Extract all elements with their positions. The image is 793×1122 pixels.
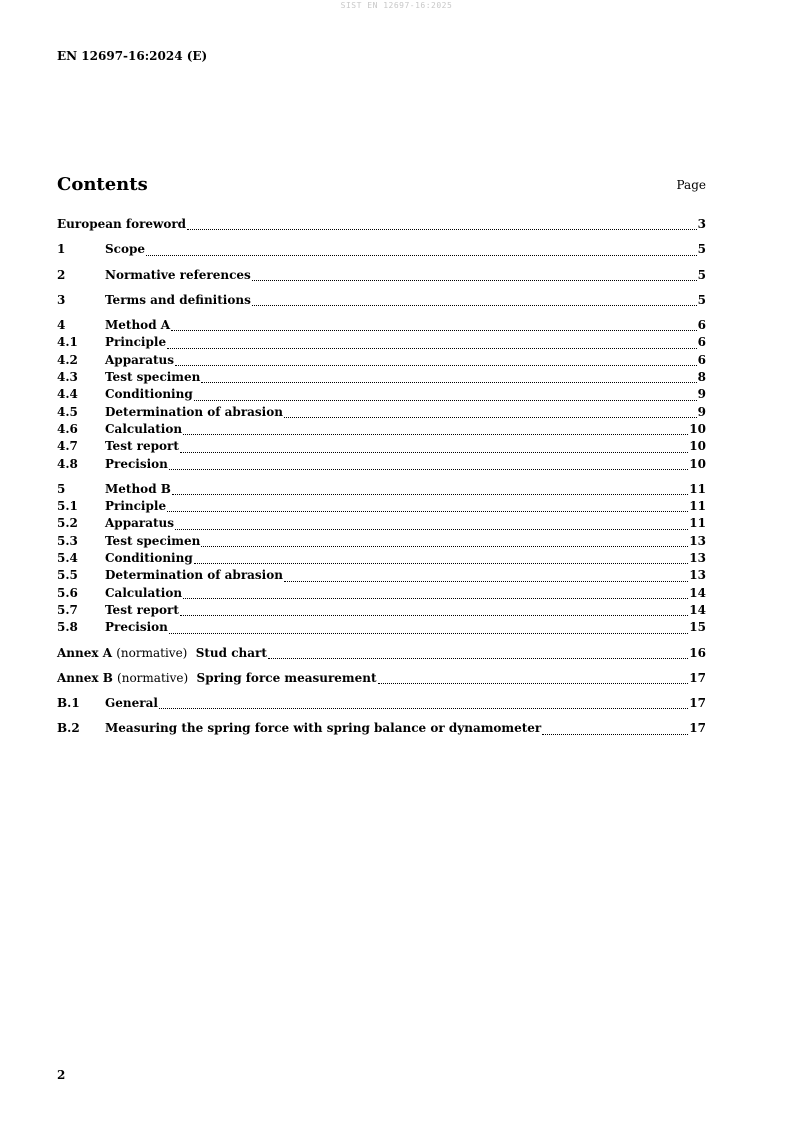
toc-entry-number: 3 — [57, 292, 66, 307]
toc-entry-number: 4.5 — [57, 404, 78, 419]
toc-entry-title: Method B — [105, 481, 171, 496]
annex-title: Stud chart — [187, 645, 267, 660]
toc-entry-title: Test specimen — [105, 533, 201, 548]
toc-entry[interactable] — [57, 645, 706, 662]
toc-entry-number: 5.3 — [57, 533, 78, 548]
document-id: EN 12697-16:2024 (E) — [57, 49, 208, 63]
toc-entry[interactable] — [57, 670, 706, 687]
toc-leader-dots — [268, 658, 688, 659]
toc-entry[interactable] — [57, 481, 706, 498]
toc-entry-title: Calculation — [105, 585, 183, 600]
toc-entry-title — [57, 645, 267, 662]
toc-entry-number: 4.6 — [57, 421, 78, 436]
toc-entry-title — [57, 670, 377, 687]
toc-entry-number: 4.3 — [57, 370, 78, 385]
toc-leader-dots — [183, 434, 688, 435]
watermark: SIST EN 12697-16:2025 — [340, 1, 453, 10]
toc-entry-page: 10 — [689, 439, 706, 454]
toc-entry-number: 5.8 — [57, 620, 78, 635]
page-number: 2 — [57, 1068, 66, 1082]
toc-entry-page: 11 — [689, 516, 706, 531]
toc-entry-title: Calculation — [105, 421, 183, 436]
toc-entry-number: 4.4 — [57, 387, 78, 402]
toc-leader-dots — [183, 598, 688, 599]
toc-entry[interactable] — [57, 533, 706, 550]
toc-entry-title: Method A — [105, 318, 171, 333]
toc-entry-number: 5.5 — [57, 568, 78, 583]
toc-entry[interactable] — [57, 456, 706, 473]
toc-entry[interactable] — [57, 720, 706, 737]
toc-leader-dots — [146, 255, 697, 256]
toc-entry-number: 4.8 — [57, 456, 78, 471]
annex-type: (normative) — [117, 670, 189, 685]
toc-entry-page: 13 — [689, 568, 706, 583]
toc-entry-number: 5 — [57, 481, 66, 496]
toc-leader-dots — [378, 683, 689, 684]
toc-entry[interactable] — [57, 317, 706, 334]
toc-entry-page: 11 — [689, 481, 706, 496]
toc-entry-number: 5.2 — [57, 516, 78, 531]
annex-label: Annex A — [57, 645, 117, 660]
toc-entry-title: Scope — [105, 242, 146, 257]
annex-label: Annex B — [57, 670, 118, 685]
toc-entry[interactable] — [57, 438, 706, 455]
toc-entry-title: Conditioning — [105, 551, 193, 566]
toc-leader-dots — [167, 511, 688, 512]
toc-entry-number: 4 — [57, 318, 66, 333]
toc-entry-page: 16 — [689, 645, 706, 660]
toc-entry-title: European foreword — [57, 217, 187, 231]
toc-leader-dots — [284, 581, 688, 582]
toc-entry-title: General — [105, 696, 158, 711]
toc-leader-dots — [201, 382, 696, 383]
toc-entry[interactable] — [57, 267, 706, 284]
toc-entry-number: B.2 — [57, 721, 80, 736]
toc-entry-number: 5.7 — [57, 602, 78, 617]
toc-entry[interactable] — [57, 695, 706, 712]
toc-entry[interactable] — [57, 386, 706, 403]
toc-entry-title: Test specimen — [105, 370, 201, 385]
toc-entry-page: 17 — [689, 670, 706, 685]
toc-leader-dots — [194, 563, 689, 564]
toc-entry-title: Determination of abrasion — [105, 404, 283, 419]
page-column-label: Page — [676, 178, 706, 192]
toc-entry-title: Apparatus — [105, 352, 174, 367]
toc-entry-page: 8 — [697, 370, 706, 385]
annex-type: (normative) — [116, 645, 188, 660]
toc-entry-title: Precision — [105, 456, 168, 471]
toc-entry-number: 5.6 — [57, 585, 78, 600]
toc-entry-number: B.1 — [57, 696, 80, 711]
toc-entry-page: 9 — [697, 387, 706, 402]
toc-entry-title: Principle — [105, 499, 167, 514]
toc-entry-page: 6 — [697, 352, 706, 367]
toc-entry-title: Conditioning — [105, 387, 193, 402]
toc-entry-page: 11 — [689, 499, 706, 514]
toc-entry-page: 14 — [689, 602, 706, 617]
toc-entry-page: 10 — [689, 421, 706, 436]
toc-entry-page: 14 — [689, 585, 706, 600]
toc-leader-dots — [175, 529, 688, 530]
toc-entry-page: 5 — [697, 242, 706, 257]
toc-entry[interactable] — [57, 216, 706, 233]
annex-title: Spring force measurement — [188, 670, 377, 685]
toc-entry-title: Test report — [105, 602, 179, 617]
toc-entry-title: Precision — [105, 620, 168, 635]
toc-leader-dots — [175, 365, 697, 366]
toc-entry-page: 6 — [697, 335, 706, 350]
toc-entry-number: 4.2 — [57, 352, 78, 367]
toc-entry-number: 4.1 — [57, 335, 78, 350]
toc-entry-title: Terms and definitions — [105, 292, 251, 307]
toc-entry[interactable] — [57, 550, 706, 567]
toc-leader-dots — [252, 305, 697, 306]
toc-entry[interactable] — [57, 241, 706, 258]
table-of-contents — [57, 216, 706, 738]
toc-leader-dots — [172, 494, 688, 495]
toc-leader-dots — [171, 330, 697, 331]
toc-leader-dots — [180, 615, 688, 616]
toc-entry[interactable] — [57, 292, 706, 309]
toc-entry[interactable] — [57, 567, 706, 584]
toc-entry-page: 13 — [689, 551, 706, 566]
toc-entry-page: 5 — [697, 292, 706, 307]
toc-leader-dots — [180, 452, 688, 453]
toc-leader-dots — [542, 734, 688, 735]
toc-entry[interactable] — [57, 404, 706, 421]
toc-entry-page: 13 — [689, 533, 706, 548]
toc-entry[interactable] — [57, 352, 706, 369]
toc-leader-dots — [169, 469, 688, 470]
toc-leader-dots — [159, 708, 688, 709]
toc-entry[interactable] — [57, 585, 706, 602]
toc-entry[interactable] — [57, 369, 706, 386]
toc-entry-page: 5 — [697, 267, 706, 282]
toc-entry-title: Determination of abrasion — [105, 568, 283, 583]
toc-entry-number: 5.4 — [57, 551, 78, 566]
toc-entry-title: Measuring the spring force with spring balance or dynamometer — [105, 721, 542, 736]
toc-entry[interactable] — [57, 515, 706, 532]
toc-leader-dots — [167, 348, 697, 349]
toc-entry-title: Test report — [105, 439, 179, 454]
toc-entry-number: 5.1 — [57, 499, 78, 514]
toc-leader-dots — [201, 546, 688, 547]
toc-entry[interactable] — [57, 602, 706, 619]
toc-entry-page: 17 — [689, 696, 706, 711]
toc-entry[interactable] — [57, 421, 706, 438]
toc-leader-dots — [252, 280, 697, 281]
toc-entry[interactable] — [57, 334, 706, 351]
toc-entry[interactable] — [57, 619, 706, 636]
toc-entry-page: 17 — [689, 721, 706, 736]
toc-entry-page: 3 — [697, 217, 706, 231]
toc-entry-number: 1 — [57, 242, 66, 257]
toc-leader-dots — [284, 417, 697, 418]
toc-entry-title: Principle — [105, 335, 167, 350]
toc-entry-number: 2 — [57, 267, 66, 282]
toc-entry-number: 4.7 — [57, 439, 78, 454]
toc-entry-page: 6 — [697, 318, 706, 333]
toc-entry[interactable] — [57, 498, 706, 515]
toc-entry-page: 10 — [689, 456, 706, 471]
toc-entry-page: 9 — [697, 404, 706, 419]
toc-leader-dots — [169, 633, 688, 634]
toc-entry-title: Normative references — [105, 267, 251, 282]
toc-leader-dots — [187, 229, 697, 230]
contents-heading: Contents — [57, 174, 148, 195]
toc-leader-dots — [194, 400, 697, 401]
toc-entry-title: Apparatus — [105, 516, 174, 531]
toc-entry-page: 15 — [689, 620, 706, 635]
